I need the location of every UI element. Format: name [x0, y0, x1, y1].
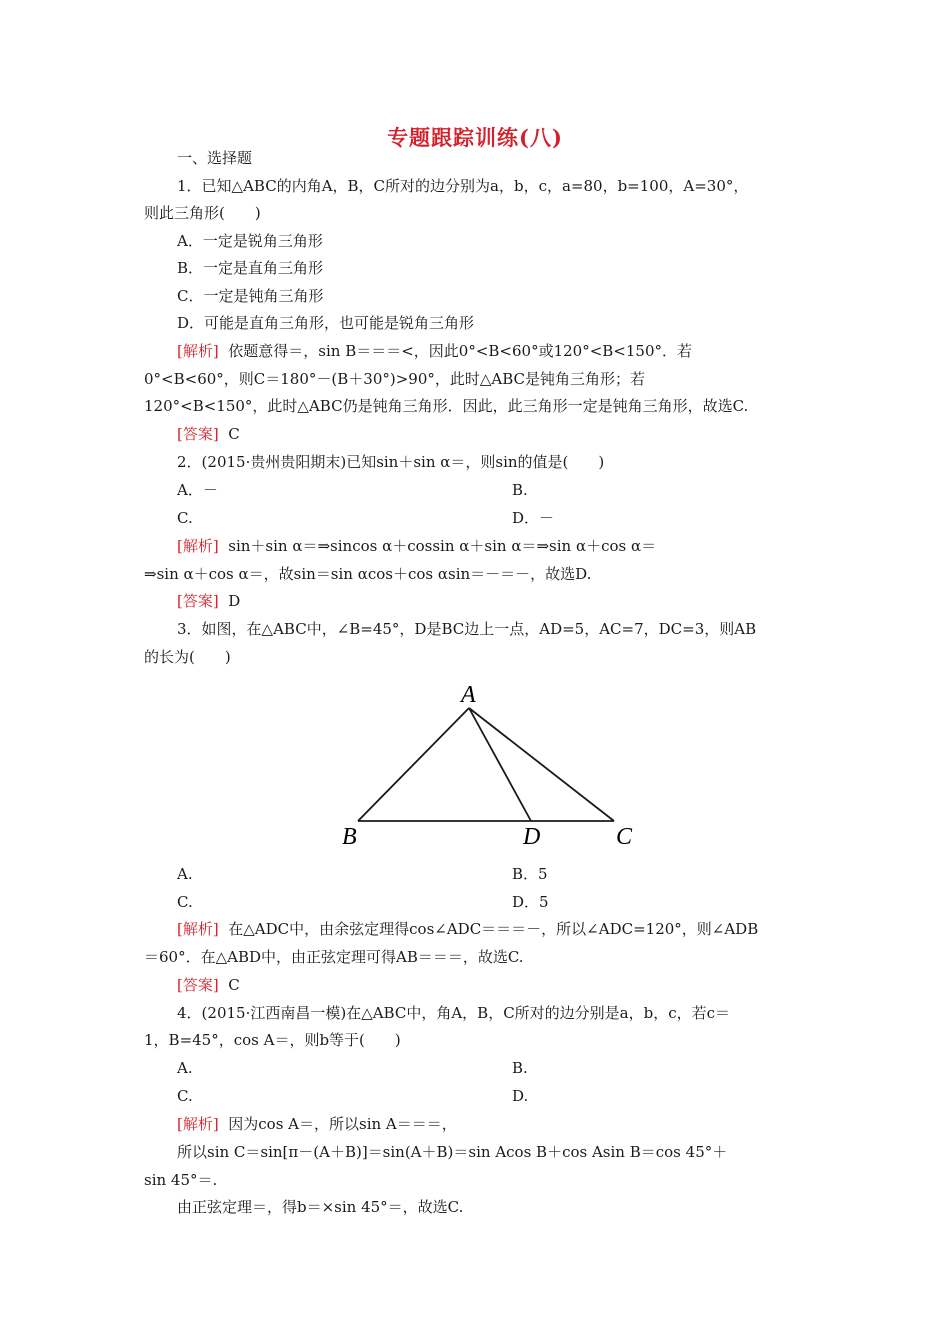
q1-analysis-line2: 0°<B<60°，则C＝180°－(B＋30°)>90°，此时△ABC是钝角三角形；若 [144, 370, 646, 388]
q4-analysis-line3: sin 45°＝. [144, 1171, 218, 1189]
q1-stem-line2: 则此三角形( ) [144, 204, 261, 222]
q2-option-a: A．－ [177, 481, 218, 499]
q2-option-c: C. [177, 509, 193, 527]
q4-option-a: A. [177, 1059, 193, 1077]
q2-stem: 2．(2015·贵州贵阳期末)已知sin＋sin α＝，则sin的值是( ) [177, 453, 605, 471]
vertex-label-b: B [342, 824, 357, 850]
vertex-label-c: C [616, 824, 633, 850]
analysis-tag: [解析] [177, 342, 219, 360]
q4-analysis-line1 [177, 1113, 457, 1135]
q1-stem-line1: 1．已知△ABC的内角A，B，C所对的边分别为a，b，c，a=80，b=100，A=30°， [177, 177, 749, 195]
segment-ad [469, 708, 531, 821]
q2-option-b: B. [512, 481, 528, 499]
q2-option-d: D．－ [512, 509, 555, 527]
page-title: 专题跟踪训练(八) [387, 125, 563, 150]
section-heading: 一、选择题 [177, 149, 253, 167]
vertex-label-a: A [461, 682, 476, 708]
q3-answer-value: C [228, 976, 240, 994]
q2-answer [177, 590, 240, 612]
q3-option-a: A. [177, 865, 193, 883]
q4-option-d: D. [512, 1087, 529, 1105]
analysis-tag: [解析] [177, 920, 219, 938]
q1-option-d: D．可能是直角三角形，也可能是锐角三角形 [177, 314, 475, 332]
q1-answer-value: C [228, 425, 240, 443]
q3-stem-line1: 3．如图，在△ABC中，∠B=45°，D是BC边上一点，AD=5，AC=7，DC=3，则AB [177, 620, 757, 638]
q1-analysis-text: 依题意得＝，sin B＝＝＝<，因此0°<B<60°或120°<B<150°．若 [228, 342, 692, 360]
answer-tag: [答案] [177, 425, 219, 443]
q1-analysis-line3: 120°<B<150°，此时△ABC仍是钝角三角形．因此，此三角形一定是钝角三角形，故选C. [144, 397, 749, 415]
side-ab [358, 708, 469, 821]
triangle-figure [338, 680, 638, 852]
side-ac [469, 708, 614, 821]
q4-option-b: B. [512, 1059, 528, 1077]
q4-analysis-text: 因为cos A＝，所以sin A＝＝＝， [228, 1115, 457, 1133]
q4-option-c: C. [177, 1087, 193, 1105]
analysis-tag: [解析] [177, 1115, 219, 1133]
answer-tag: [答案] [177, 976, 219, 994]
q4-analysis-line2: 所以sin C＝sin[π－(A＋B)]＝sin(A＋B)＝sin Acos B＋cos Asin B＝cos 45°＋ [177, 1143, 728, 1161]
q3-analysis-line1 [177, 918, 758, 940]
q3-option-c: C. [177, 893, 193, 911]
answer-tag: [答案] [177, 592, 219, 610]
q3-analysis-line2: ＝60°．在△ABD中，由正弦定理可得AB＝＝＝，故选C. [144, 948, 524, 966]
q4-analysis-line4: 由正弦定理＝，得b＝×sin 45°＝，故选C. [177, 1198, 464, 1216]
q2-answer-value: D [228, 592, 241, 610]
analysis-tag: [解析] [177, 537, 219, 555]
q2-analysis-text: sin＋sin α＝⇒sincos α＋cossin α＋sin α＝⇒sin α＋cos α＝ [228, 537, 657, 555]
q3-answer [177, 974, 240, 996]
q1-answer [177, 423, 240, 445]
q4-stem-line2: 1，B=45°，cos A＝，则b等于( ) [144, 1031, 401, 1049]
q3-stem-line2: 的长为( ) [144, 648, 231, 666]
q1-option-a: A．一定是锐角三角形 [177, 232, 323, 250]
q2-analysis-line1 [177, 535, 656, 557]
q2-analysis-line2: ⇒sin α＋cos α＝，故sin＝sin αcos＋cos αsin＝－＝－，故选D. [144, 565, 592, 583]
q4-stem-line1: 4．(2015·江西南昌一模)在△ABC中，角A，B，C所对的边分别是a，b，c，若c＝ [177, 1004, 731, 1022]
q3-option-b: B．5 [512, 865, 548, 883]
q1-option-b: B．一定是直角三角形 [177, 259, 324, 277]
q3-analysis-text: 在△ADC中，由余弦定理得cos∠ADC＝＝＝－，所以∠ADC=120°，则∠ADB [228, 920, 759, 938]
q3-option-d: D．5 [512, 893, 549, 911]
vertex-label-d: D [523, 824, 541, 850]
q1-option-c: C．一定是钝角三角形 [177, 287, 324, 305]
q1-analysis-line1 [177, 340, 692, 362]
